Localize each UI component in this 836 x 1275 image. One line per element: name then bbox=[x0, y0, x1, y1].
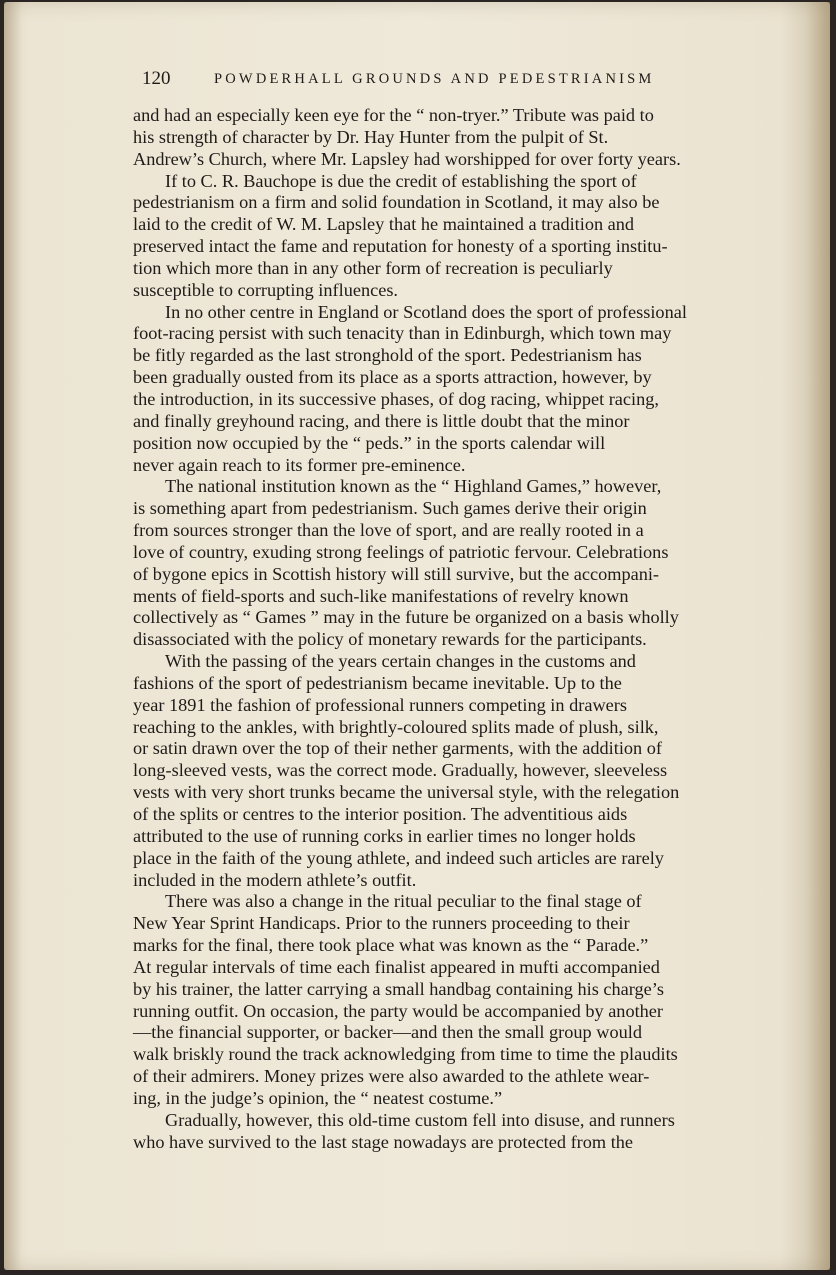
text-line: tion which more than in any other form of recreation is peculiarly bbox=[133, 257, 613, 278]
text-line: ing, in the judge’s opinion, the “ neatest costume.” bbox=[133, 1087, 503, 1108]
text-line: With the passing of the years certain changes in the customs and bbox=[165, 651, 636, 672]
text-line: marks for the final, there took place what was known as the “ Parade.” bbox=[133, 935, 649, 956]
text-line: position now occupied by the “ peds.” in the sports calendar will bbox=[133, 432, 606, 453]
text-line: of the splits or centres to the interior position. The adventitious aids bbox=[133, 804, 628, 824]
text-line: Andrew’s Church, where Mr. Lapsley had worshipped for over forty years. bbox=[133, 148, 681, 169]
text-line: If to C. R. Bauchope is due the credit of establishing the sport of bbox=[165, 170, 637, 191]
text-line: and finally greyhound racing, and there is little doubt that the minor bbox=[133, 410, 630, 431]
text-line: susceptible to corrupting influences. bbox=[133, 279, 399, 300]
text-line: of bygone epics in Scottish history will still survive, but the accompani- bbox=[133, 563, 660, 584]
text-line: fashions of the sport of pedestrianism became inevitable. Up to the bbox=[133, 672, 622, 693]
text-line: ments of field-sports and such-like manifestations of revelry known bbox=[133, 585, 629, 606]
text-line: or satin drawn over the top of their nether garments, with the addition of bbox=[133, 738, 662, 759]
text-line: included in the modern athlete’s outfit. bbox=[133, 869, 417, 890]
text-line: who have survived to the last stage nowadays are protected from the bbox=[133, 1131, 634, 1152]
running-title: POWDERHALL GROUNDS AND PEDESTRIANISM bbox=[214, 71, 655, 87]
text-line: reaching to the ankles, with brightly-coloured splits made of plush, silk, bbox=[133, 716, 659, 737]
text-line: running outfit. On occasion, the party would be accompanied by another bbox=[133, 1000, 664, 1021]
text-line: the introduction, in its successive phases, of dog racing, whippet racing, bbox=[133, 388, 659, 409]
text-line: There was also a change in the ritual peculiar to the final stage of bbox=[165, 891, 642, 912]
page-number: 120 bbox=[142, 68, 171, 89]
text-line: year 1891 the fashion of professional runners competing in drawers bbox=[133, 694, 627, 715]
text-line: from sources stronger than the love of sport, and are really rooted in a bbox=[133, 520, 644, 541]
text-line: foot-racing persist with such tenacity than in Edinburgh, which town may bbox=[133, 323, 672, 344]
text-line: love of country, exuding strong feelings of patriotic fervour. Celebrations bbox=[133, 541, 669, 562]
text-line: of their admirers. Money prizes were also awarded to the athlete wear- bbox=[133, 1066, 650, 1087]
text-line: vests with very short trunks became the universal style, with the relegation bbox=[133, 782, 680, 803]
text-line: preserved intact the fame and reputation for honesty of a sporting institu- bbox=[133, 236, 668, 257]
text-line: At regular intervals of time each finalist appeared in mufti accompanied bbox=[133, 956, 660, 977]
page-edge-shadow bbox=[805, 2, 830, 1270]
text-line: Gradually, however, this old-time custom fell into disuse, and runners bbox=[165, 1109, 675, 1130]
text-line: walk briskly round the track acknowledging from time to time the plaudits bbox=[133, 1044, 678, 1065]
text-line: and had an especially keen eye for the “ non-tryer.” Tribute was paid to bbox=[133, 105, 654, 125]
text-line: —the financial supporter, or backer—and then the small group would bbox=[133, 1022, 642, 1043]
text-line: long-sleeved vests, was the correct mode. Gradually, however, sleeveless bbox=[133, 760, 668, 781]
text-line: place in the faith of the young athlete, and indeed such articles are rarely bbox=[133, 847, 664, 868]
text-line: his strength of character by Dr. Hay Hunter from the pulpit of St. bbox=[133, 126, 609, 147]
text-line: is something apart from pedestrianism. Such games derive their origin bbox=[133, 498, 647, 519]
text-line: never again reach to its former pre-eminence. bbox=[133, 454, 466, 475]
text-line: be fitly regarded as the last stronghold of the sport. Pedestrianism has bbox=[133, 345, 642, 366]
text-line: collectively as “ Games ” may in the future be organized on a basis wholly bbox=[133, 607, 679, 628]
page-gutter-shadow bbox=[4, 2, 22, 1270]
text-line: pedestrianism on a firm and solid foundation in Scotland, it may also be bbox=[133, 192, 660, 213]
page-header bbox=[142, 68, 762, 98]
text-line: by his trainer, the latter carrying a small handbag containing his charge’s bbox=[133, 978, 664, 999]
text-line: disassociated with the policy of monetary rewards for the participants. bbox=[133, 629, 647, 650]
text-line: New Year Sprint Handicaps. Prior to the runners proceeding to their bbox=[133, 913, 630, 934]
body-text bbox=[133, 105, 767, 1154]
text-line: been gradually ousted from its place as a sports attraction, however, by bbox=[133, 367, 652, 388]
text-line: laid to the credit of W. M. Lapsley that he maintained a tradition and bbox=[133, 214, 635, 235]
text-line: attributed to the use of running corks in earlier times no longer holds bbox=[133, 825, 636, 846]
text-line: The national institution known as the “ Highland Games,” however, bbox=[165, 476, 662, 497]
text-line: In no other centre in England or Scotland does the sport of professional bbox=[165, 301, 687, 322]
